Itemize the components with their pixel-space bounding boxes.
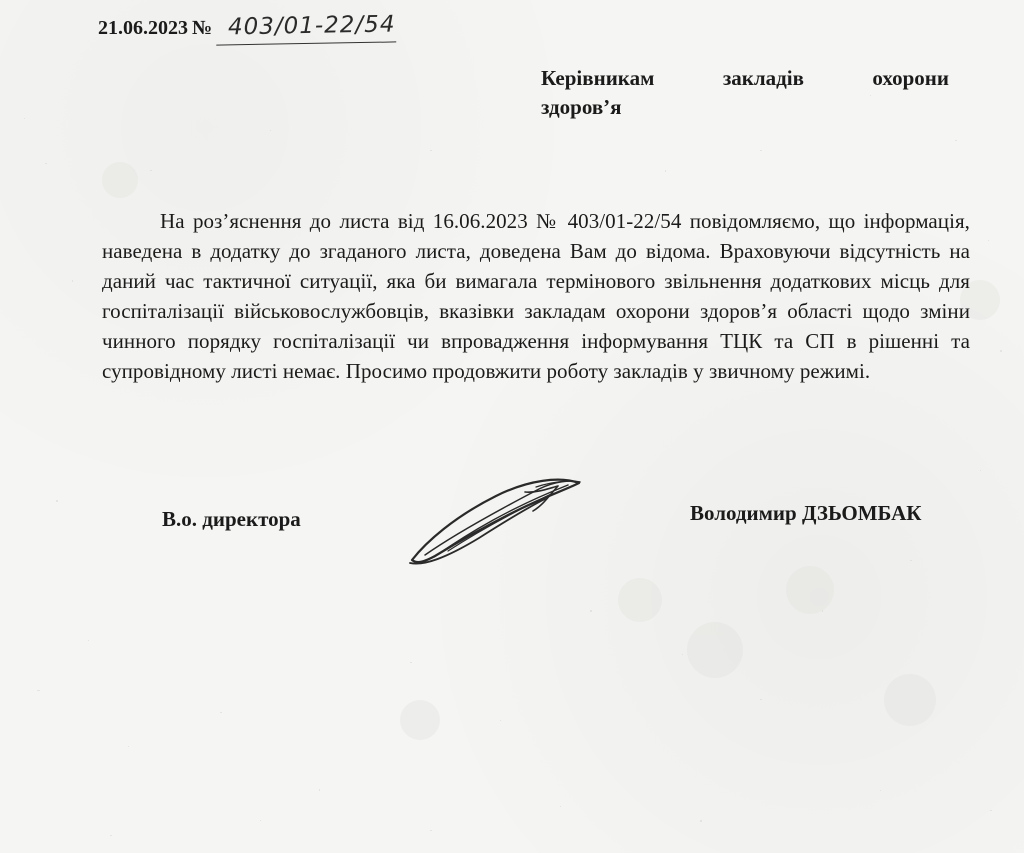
number-sign: №: [192, 16, 213, 39]
main-paragraph: На роз’яснення до листа від 16.06.2023 № 403/01-22/54 повідомляємо, що інформація, наведена в додатку до згаданого листа, доведена Вам до відома. Враховуючи відсутність на даний час тактичної ситуації, яка би вимагала термінового звільнення додаткових місць для госпіталізації військовослужбовців, вказівки закладам охорони здоров’я області щодо зміни чинного порядку госпіталізації чи впровадження інформування ТЦК та СП в рішенні та супровідному листі немає. Просимо продовжити роботу закладів у звичному режимі.: [102, 209, 970, 383]
number-underline: [216, 41, 396, 45]
handwritten-signature-icon: [400, 472, 590, 577]
recipient-word-3: охорони: [872, 66, 949, 90]
document-header: [98, 12, 396, 44]
recipient-line-2: здоров’я: [541, 95, 622, 119]
signature-block: [0, 497, 1024, 587]
recipient-line-1: [541, 64, 949, 93]
letter-body: [102, 206, 970, 386]
recipient-word-2: закладів: [722, 66, 804, 90]
document-date: 21.06.2023: [98, 16, 188, 39]
handwritten-document-number: [216, 10, 397, 45]
signatory-position: В.о. директора: [162, 507, 301, 531]
handwritten-document-number-text: 403/01-22/54: [227, 11, 396, 41]
signatory-name: Володимир ДЗЬОМБАК: [690, 501, 922, 525]
recipient-word-1: Керівникам: [541, 66, 655, 90]
recipient-block: [541, 64, 949, 122]
